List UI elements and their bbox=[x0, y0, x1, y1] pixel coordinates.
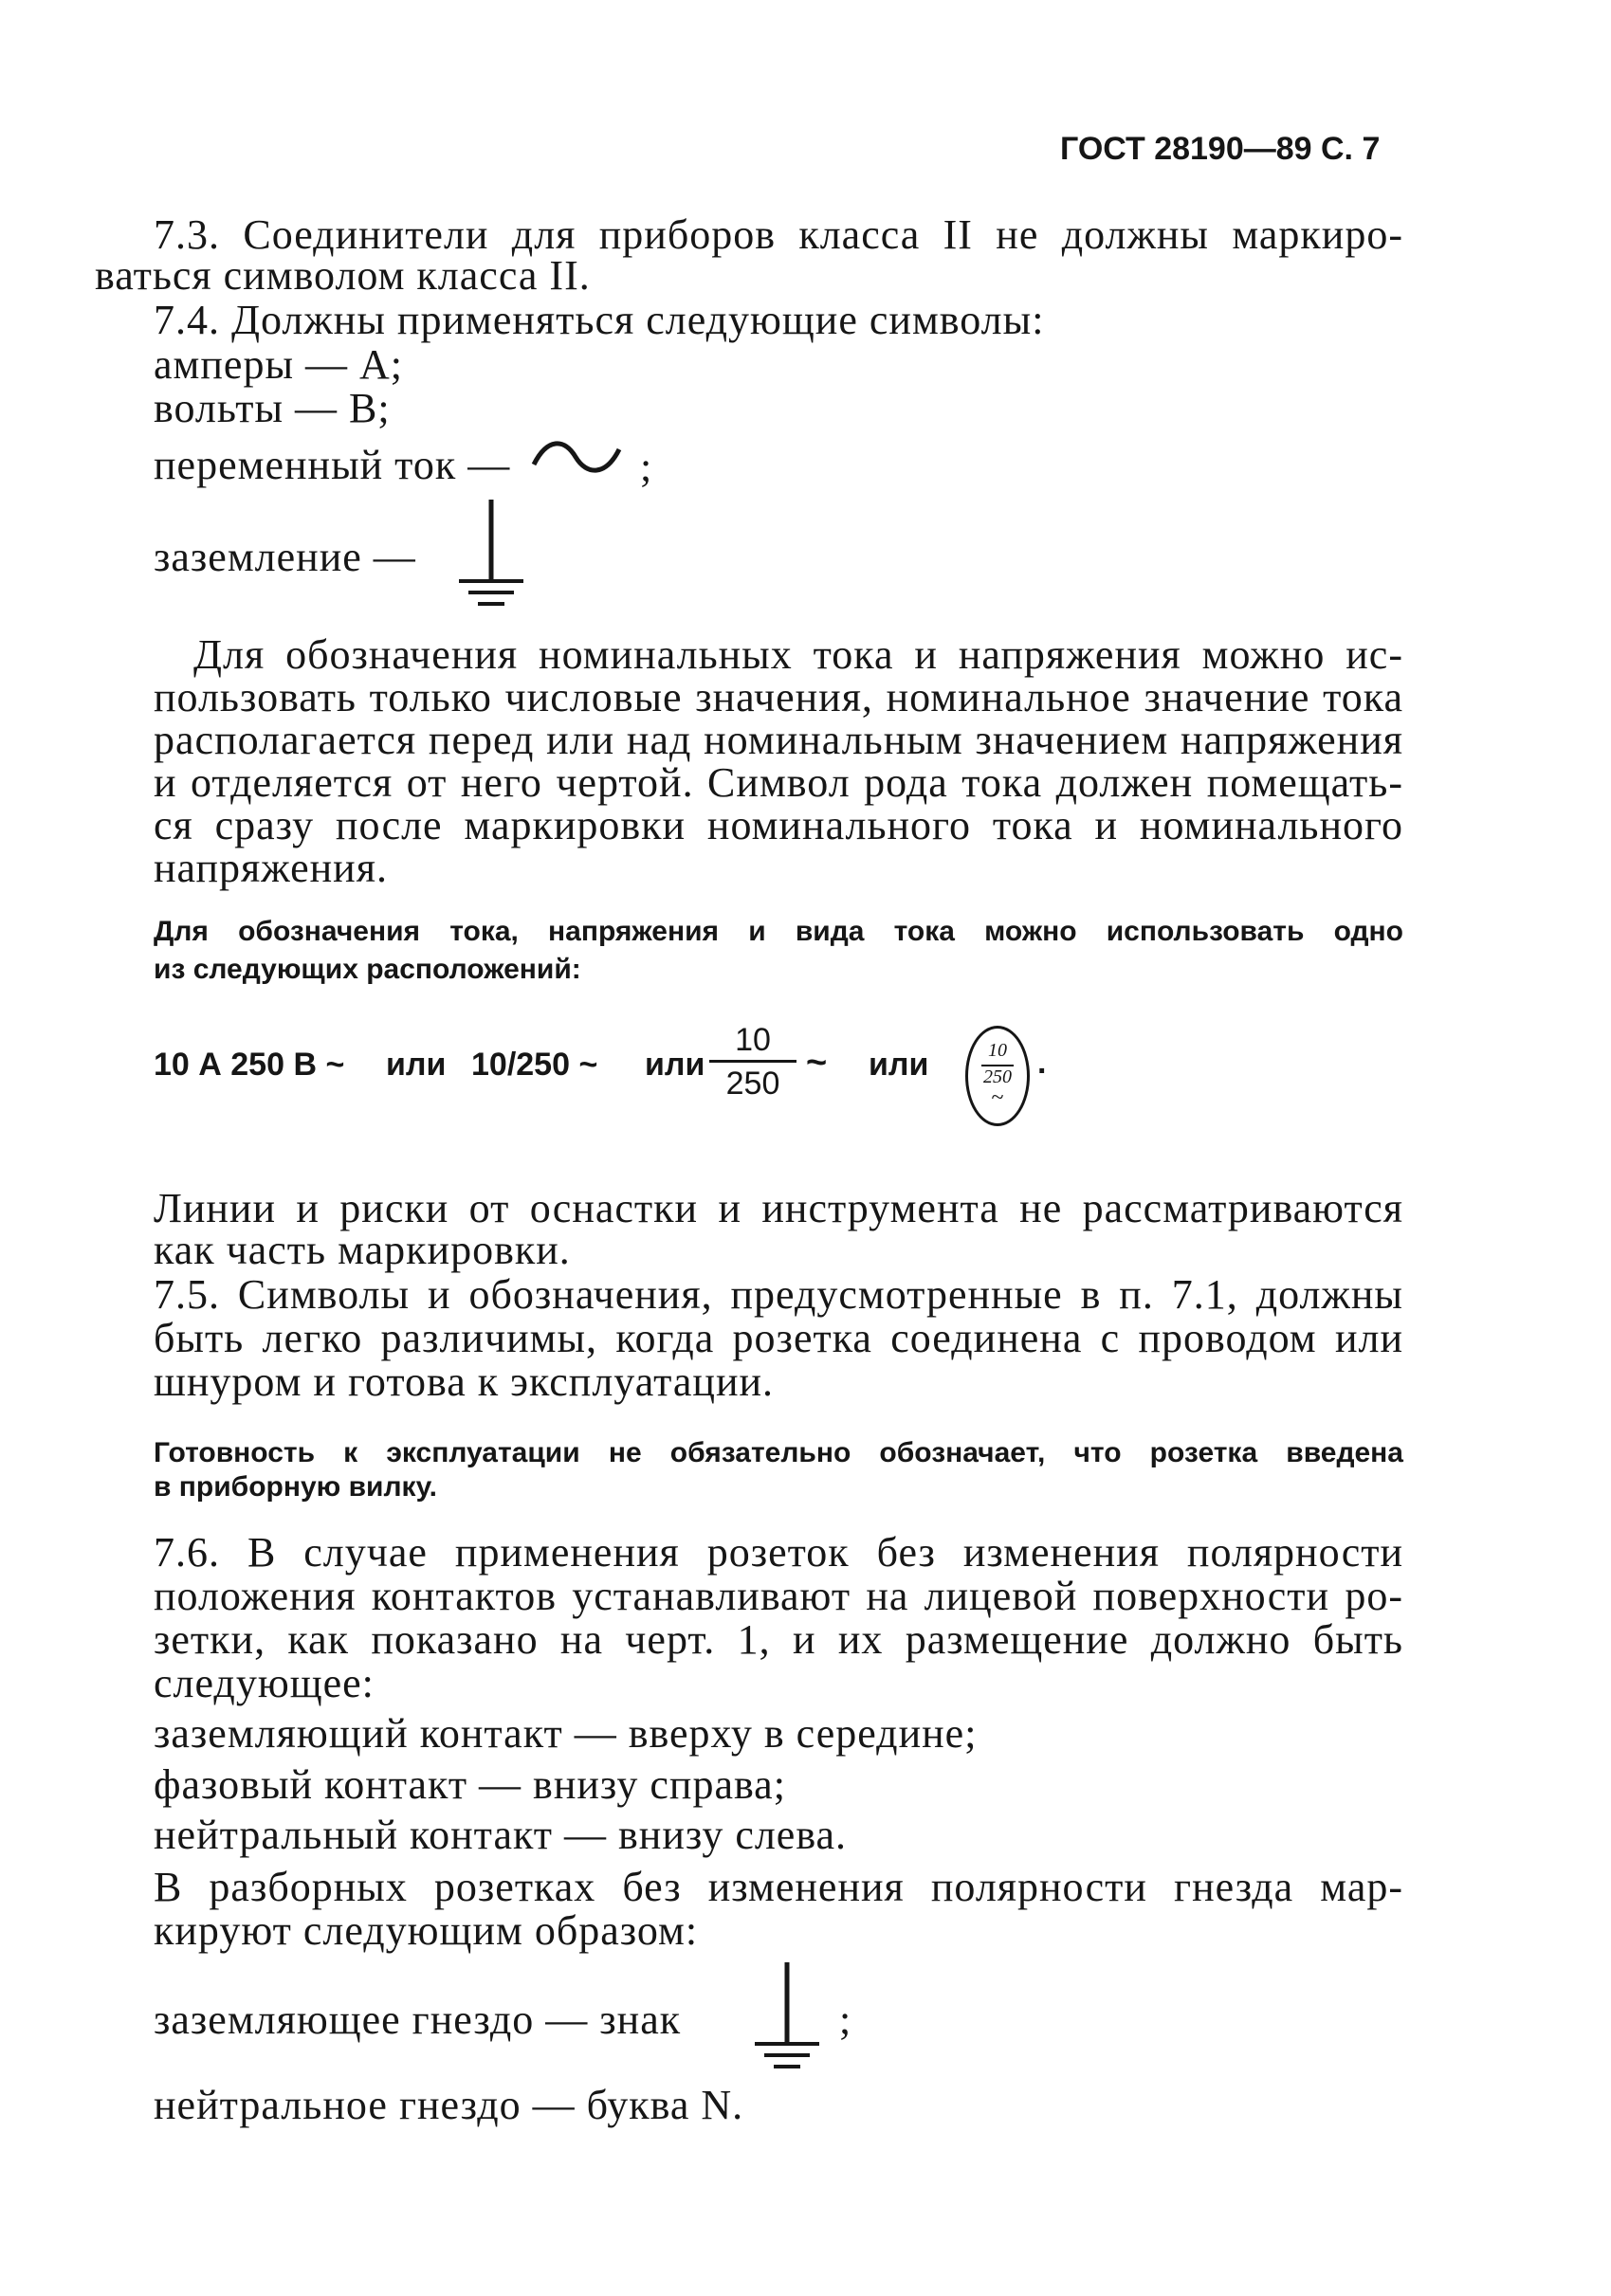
p76-line-1: 7.6. В случае применения розеток без изменения полярности bbox=[154, 1529, 1403, 1576]
earth-label: заземление — bbox=[154, 534, 416, 580]
ac-label: переменный ток — bbox=[154, 442, 511, 488]
formula-or-1: или bbox=[386, 1047, 447, 1083]
fraction-bar bbox=[709, 1060, 796, 1063]
para-line-2: пользовать только числовые значения, номинальное значение тока bbox=[154, 674, 1403, 720]
p74-intro: 7.4. Должны применяться следующие символы: bbox=[154, 297, 1045, 343]
fraction-numerator: 10 bbox=[735, 1022, 771, 1058]
fraction-tilde: ~ bbox=[806, 1043, 828, 1083]
formula-end: . bbox=[1037, 1045, 1047, 1081]
note-line-2: из следующих расположений: bbox=[154, 954, 581, 985]
formula-option-2: 10/250 ~ bbox=[471, 1047, 598, 1083]
p76-line-3: зетки, как показано на черт. 1, и их размещение должно быть bbox=[154, 1616, 1403, 1663]
note-line-1: Для обозначения тока, напряжения и вида тока можно использовать одно bbox=[154, 916, 1403, 947]
p75-note-2: в приборную вилку. bbox=[154, 1471, 437, 1503]
formula-option-1: 10 А 250 В ~ bbox=[154, 1047, 345, 1083]
ac-end: ; bbox=[640, 444, 653, 490]
earth-socket-label: заземляющее гнездо — знак bbox=[154, 1996, 682, 2043]
lines-para-2: как часть маркировки. bbox=[154, 1227, 571, 1273]
fraction-denominator: 250 bbox=[725, 1066, 780, 1102]
earth-socket-icon bbox=[749, 1960, 825, 2074]
oval-denominator: 250 bbox=[983, 1066, 1012, 1087]
ac-tilde-icon bbox=[526, 436, 621, 483]
p76-item-phase: фазовый контакт — внизу справа; bbox=[154, 1761, 786, 1808]
p76-item-earth: заземляющий контакт — вверху в середине; bbox=[154, 1710, 978, 1757]
p76-line-2: положения контактов устанавливают на лицевой поверхности ро- bbox=[154, 1573, 1403, 1619]
p73-line2: ваться символом класса II. bbox=[95, 252, 591, 299]
para-line-5: ся сразу после маркировки номинального тока и номинального bbox=[154, 802, 1403, 848]
para-line-3: располагается перед или над номинальным значением напряжения bbox=[154, 717, 1403, 763]
p75-line-1: 7.5. Символы и обозначения, предусмотренные в п. 7.1, должны bbox=[154, 1271, 1403, 1318]
page-header: ГОСТ 28190—89 С. 7 bbox=[1060, 131, 1381, 167]
p76-item-neutral: нейтральный контакт — внизу слева. bbox=[154, 1812, 848, 1858]
p73-line1: 7.3. Соединители для приборов класса II не должны маркиро- bbox=[154, 211, 1403, 258]
symbol-ampere: амперы — А; bbox=[154, 341, 404, 388]
formula-or-2: или bbox=[645, 1047, 705, 1083]
neutral-socket: нейтральное гнездо — буква N. bbox=[154, 2082, 744, 2128]
lines-para-1: Линии и риски от оснастки и инструмента не рассматриваются bbox=[154, 1185, 1403, 1231]
p76-line-4: следующее: bbox=[154, 1660, 375, 1706]
para-line-1: Для обозначения номинальных тока и напряжения можно ис- bbox=[193, 631, 1403, 678]
symbol-volt: вольты — В; bbox=[154, 385, 391, 431]
oval-numerator: 10 bbox=[988, 1040, 1007, 1061]
p75-note-1: Готовность к эксплуатации не обязательно обозначает, что розетка введена bbox=[154, 1437, 1403, 1468]
p75-line-3: шнуром и готова к эксплуатации. bbox=[154, 1358, 775, 1405]
sockets-line-1: В разборных розетках без изменения полярности гнезда мар- bbox=[154, 1864, 1403, 1910]
p75-line-2: быть легко различимы, когда розетка соединена с проводом или bbox=[154, 1315, 1403, 1361]
earth-socket-end: ; bbox=[839, 1996, 852, 2043]
para-line-6: напряжения. bbox=[154, 845, 388, 891]
earth-icon bbox=[453, 498, 529, 611]
formula-or-3: или bbox=[869, 1047, 929, 1083]
para-line-4: и отделяется от него чертой. Символ рода тока должен помещать- bbox=[154, 759, 1403, 806]
oval-tilde: ~ bbox=[991, 1085, 1004, 1110]
marking-oval bbox=[965, 1026, 1030, 1126]
sockets-line-2: кируют следующим образом: bbox=[154, 1907, 699, 1954]
